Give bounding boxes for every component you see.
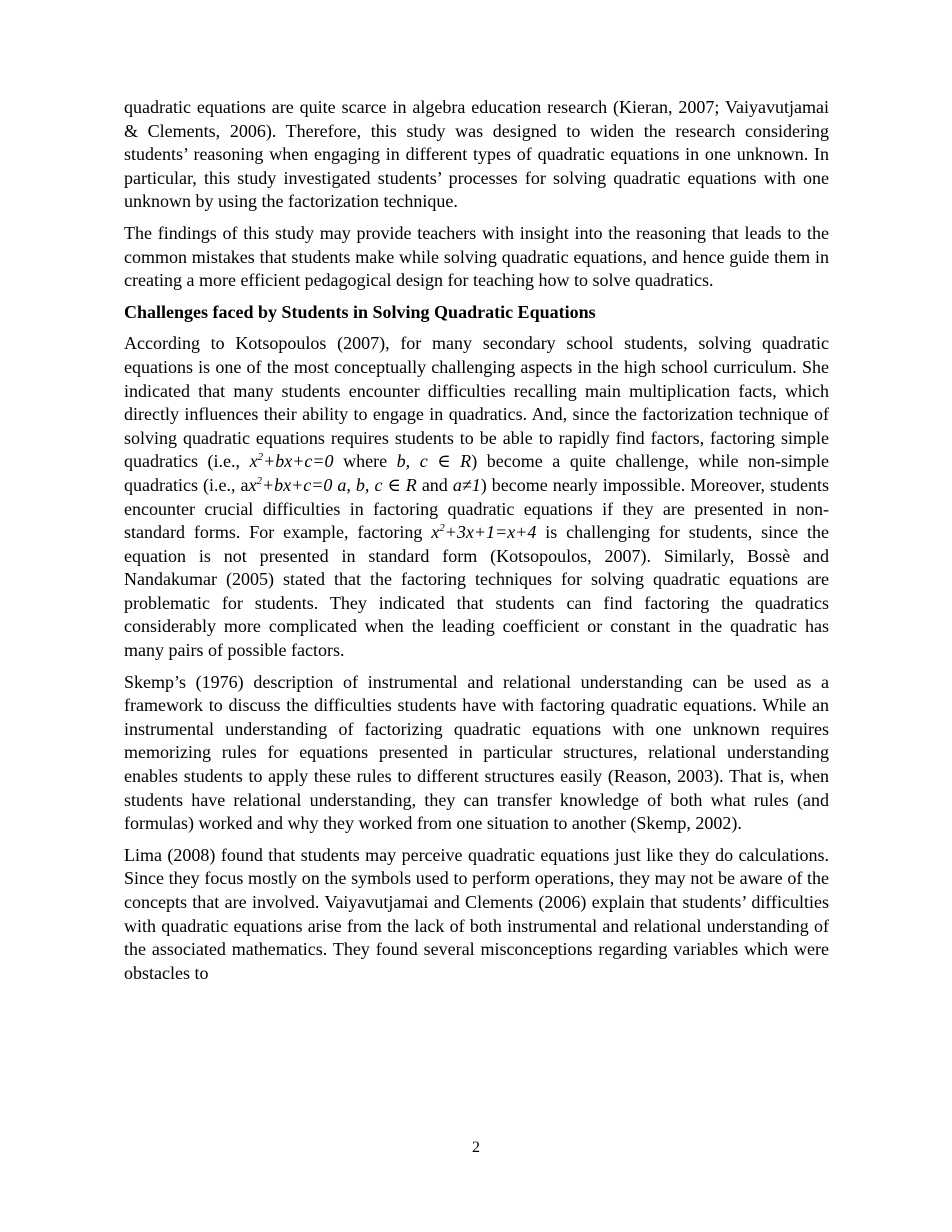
math-nonsimple-quadratic: $x^2+bx+c=0$ a, b, c ∈ R bbox=[248, 474, 417, 495]
text-run: According to Kotsopoulos (2007), for many secondary school students, solving quadratic equations is one of the most conceptually challenging aspects in the high school curriculum. She indicated that many students encounter difficulties recalling main multiplication facts, which directly influences their ability to engage in quadratics. And, since the factorization technique of solving quadratic equations requires students to be able to rapidly find factors, factoring simple quadratics (i.e., bbox=[124, 333, 829, 472]
document-body bbox=[124, 96, 829, 993]
text-run: ) become nearly impossible. Moreover, students encounter crucial difficulties in factoring quadratic equations if they are presented in non-standard forms. For example, factoring bbox=[124, 474, 829, 543]
text-run: ) become a quite challenge, while non-simple quadratics (i.e., a bbox=[124, 451, 830, 495]
paragraph-intro-continued: quadratic equations are quite scarce in algebra education research (Kieran, 2007; Vaiyavutjamai & Clements, 2006). Therefore, this study was designed to widen the research considering students’ reasoning when engaging in different types of quadratic equations in one unknown. In particular, this study investigated students’ processes for solving quadratic equations with one unknown by using the factorization technique. bbox=[124, 97, 829, 212]
text-run: where bbox=[333, 451, 397, 472]
math-leading-coefficient: a≠1 bbox=[452, 474, 481, 495]
math-simple-quadratic: $x^2+bx+c=0$ bbox=[249, 451, 334, 472]
math-coefficients: b, c ∈ R bbox=[396, 451, 472, 472]
paragraph-findings: The findings of this study may provide teachers with insight into the reasoning that leads to the common mistakes that students make while solving quadratic equations, and hence guide them in creating a more efficient pedagogical design for teaching how to solve quadratics. bbox=[124, 222, 829, 291]
text-run: and bbox=[416, 474, 453, 495]
section-heading: Challenges faced by Students in Solving Quadratic Equations bbox=[124, 301, 596, 322]
paragraph-kotsopoulos bbox=[124, 332, 829, 662]
math-nonstandard-example: $x^2+3x+1=x+4$ bbox=[431, 522, 537, 543]
page-number: 2 bbox=[472, 1139, 480, 1156]
paragraph-skemp: Skemp’s (1976) description of instrumental and relational understanding can be used as a framework to discuss the difficulties students have with factoring quadratic equations. While an instrumental understanding of factorizing quadratic equations with one unknown requires memorizing rules for equations presented in particular structures, relational understanding enables students to apply these rules to different structures easily (Reason, 2003). That is, when students have relational understanding, they can transfer knowledge of both what rules (and formulas) worked and why they worked from one situation to another (Skemp, 2002). bbox=[124, 671, 829, 834]
paragraph-lima: Lima (2008) found that students may perceive quadratic equations just like they do calculations. Since they focus mostly on the symbols used to perform operations, they may not be aware of the concepts that are involved. Vaiyavutjamai and Clements (2006) explain that students’ difficulties with quadratic equations arise from the lack of both instrumental and relational understanding of the associated mathematics. They found several misconceptions regarding variables which were obstacles to bbox=[124, 844, 829, 983]
text-run: is challenging for students, since the equation is not presented in standard form (Kotsopoulos, 2007). Similarly, Bossè and Nandakumar (2005) stated that the factoring techniques for solving quadratic equations are problematic for students. They indicated that students can find factoring the quadratics considerably more complicated when the leading coefficient or constant in the quadratic has many pairs of possible factors. bbox=[124, 522, 829, 661]
